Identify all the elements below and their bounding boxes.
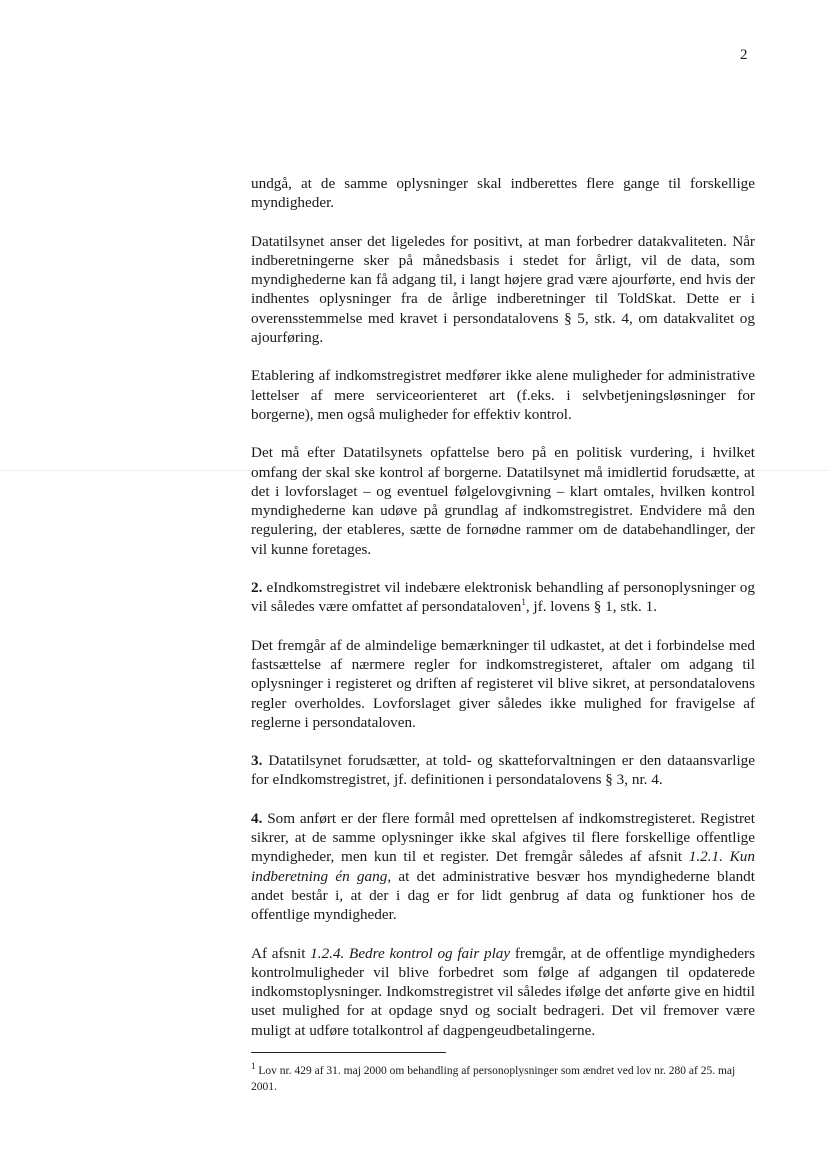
paragraph-3: Etablering af indkomstregistret medfører ikke alene muligheder for administrative lettelser af mere serviceorienteret art (f.eks. i selvbetjeningsløsninger for borgerne), men også muligheder for effektiv kontrol. xyxy=(251,367,755,423)
paragraph-6: Det fremgår af de almindelige bemærkninger til udkastet, at det i forbindelse med fastsættelse af nærmere regler for indkomstregisteret, aftaler om adgang til oplysninger i registeret og driften af registeret vil blive sikret, at persondatalovens regler overholdes. Lovforslaget giver således ikke mulighed for fravigelse af reglerne i persondataloven. xyxy=(251,636,755,731)
footnote xyxy=(251,1063,755,1095)
letter-body xyxy=(251,174,755,1059)
footnote-divider xyxy=(251,1052,446,1053)
section-reference: 1.2.1. Kun indberetning én gang xyxy=(251,848,755,885)
section-number: 4. xyxy=(251,809,263,827)
section-number: 3. xyxy=(251,752,263,770)
section-3: 3. Datatilsynet forudsætter, at told- og skatteforvaltningen er den dataansvarlige for eIndkomstregistret, jf. definitionen i persondatalovens § 3, nr. 4. xyxy=(251,752,756,789)
footnote-text: Lov nr. 429 af 31. maj 2000 om behandling af personoplysninger som ændret ved lov nr. 280 af 25. maj 2001. xyxy=(251,1065,736,1093)
section-2: 2. eIndkomstregistret vil indebære elektronisk behandling af personoplysninger og vil således være omfattet af persondataloven$^1$, jf. lovens § 1, stk. 1. xyxy=(251,579,755,616)
paragraph-4: Det må efter Datatilsynets opfattelse bero på en politisk vurdering, i hvilket omfang der skal ske kontrol af borgerne. Datatilsynet må imidlertid forudsætte, at det i lovforslaget – og eventuel følgelovgivning – klart omtales, hvilken kontrol myndighederne kan udøve på grundlag af indkomstregistret. Endvidere må den regulering, der etableres, sætte de fornødne rammer om de databehandlinger, der vil kunne foretages. xyxy=(251,444,755,558)
section-reference: 1.2.4. Bedre kontrol og fair play xyxy=(310,944,511,962)
page-number: 2 xyxy=(740,47,748,63)
paragraph-9: Af afsnit 1.2.4. Bedre kontrol og fair play fremgår, at de offentlige myndigheders kontrolmuligheder vil blive forbedret som følge af adgangen til opdaterede indkomstoplysninger. Indkomstregistret vil således ifølge det anførte give en hidtil uset mulighed for at opdage snyd og socialt bedrageri. Det vil fremover være muligt at udføre totalkontrol af dagpengeudbetalingerne. xyxy=(251,944,755,1039)
paragraph-2: Datatilsynet anser det ligeledes for positivt, at man forbedrer datakvaliteten. Når indberetningerne sker på månedsbasis i stedet for årligt, vil de data, som myndighederne kan få adgang til, i langt højere grad være ajourførte, end hvis der indhentes oplysninger fra de årlige indberetninger til ToldSkat. Dette er i overensstemmelse med kravet i persondatalovens § 5, stk. 4, om datakvalitet og ajourføring. xyxy=(251,232,755,347)
paragraph-1: undgå, at de samme oplysninger skal indberettes flere gange til forskellige myndigheder. xyxy=(251,175,755,212)
footnote-ref: 1 xyxy=(521,597,526,608)
section-number: 2. xyxy=(251,579,263,597)
section-4: 4. Som anført er der flere formål med oprettelsen af indkomstregisteret. Registret sikrer, at de samme oplysninger ikke skal afgives til flere forskellige offentlige myndigheder, men kun til et register. Det fremgår således af afsnit 1.2.1. Kun indberetning én gang, at det administrative besvær hos myndighederne blandt andet består i, at der i dag er for lidt genbrug af data og funktioner hos de offentlige myndigheder. xyxy=(251,809,755,924)
footnote-mark: 1 xyxy=(251,1061,256,1072)
